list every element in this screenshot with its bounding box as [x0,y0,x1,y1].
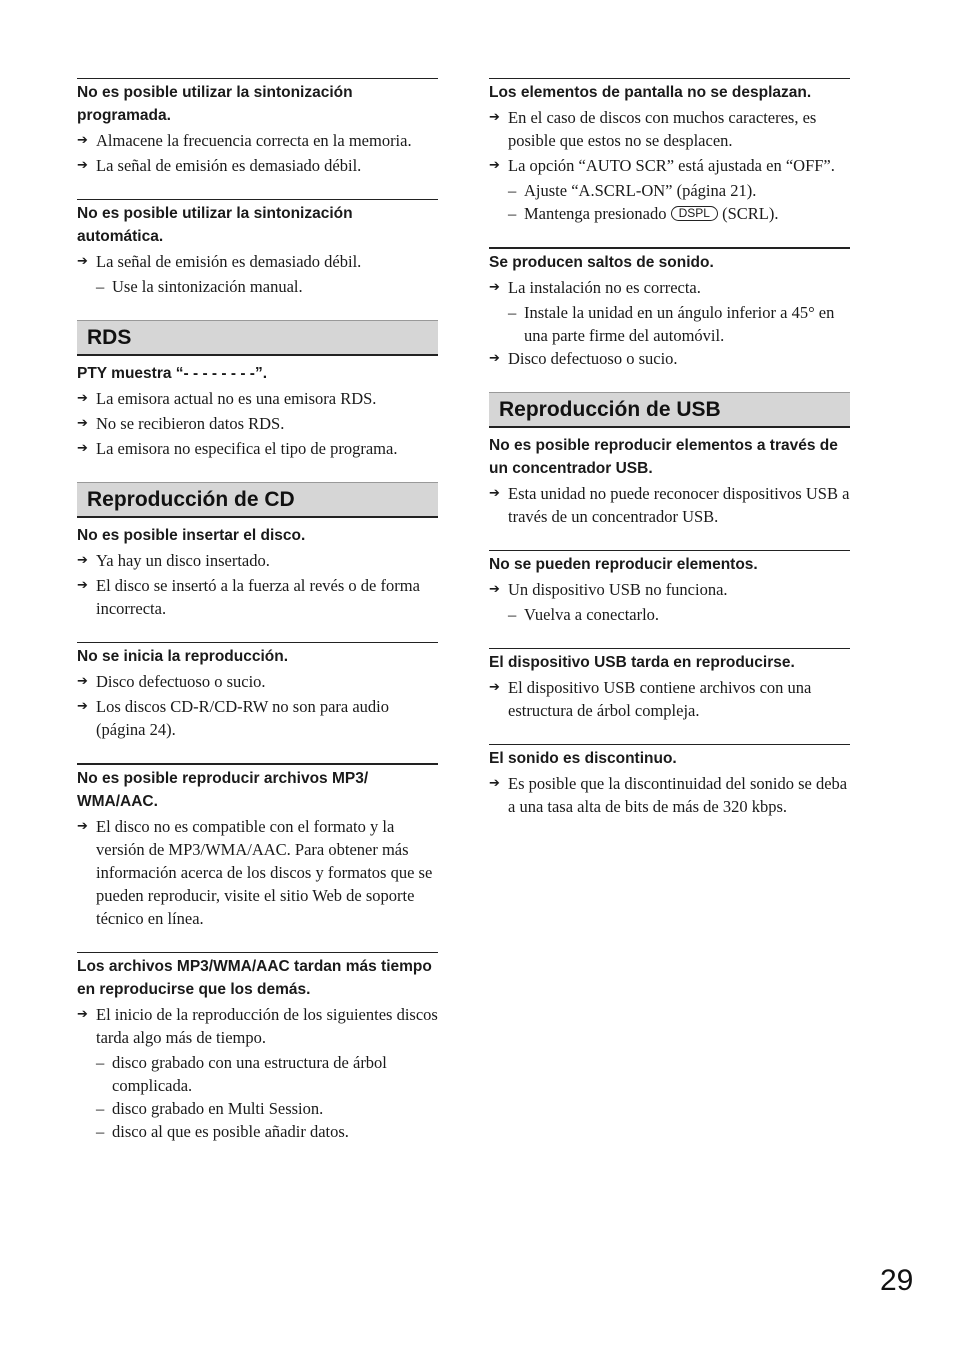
arrow-right-icon: ➔ [77,553,88,568]
troubleshoot-entry [489,550,850,626]
sub-item: – Mantenga presionado DSPL (SCRL). [508,204,779,223]
arrow-right-icon: ➔ [77,391,88,406]
arrow-right-icon: ➔ [489,776,500,791]
arrow-right-icon: ➔ [77,1007,88,1022]
arrow-right-icon: ➔ [77,578,88,593]
arrow-right-icon: ➔ [489,280,500,295]
arrow-right-icon: ➔ [77,441,88,456]
sub-item: – Ajuste “A.SCRL-ON” (página 21). [508,181,757,200]
troubleshoot-entry [489,648,850,722]
problem-heading: No es posible reproducir archivos MP3/ WMA/AAC. [77,770,369,810]
section-header-usb [489,392,850,428]
problem-heading: No se inicia la reproducción. [77,648,289,665]
dash-bullet: – [96,1053,105,1072]
solution-item: ➔ No se recibieron datos RDS. [77,414,285,433]
sub-item: – Vuelva a conectarlo. [508,605,660,624]
section-title: Reproducción de CD [87,488,295,511]
problem-heading: El sonido es discontinuo. [489,750,677,767]
section-title: RDS [87,326,132,349]
problem-heading: No se pueden reproducir elementos. [489,556,758,573]
troubleshoot-entry [77,356,438,460]
solution-item: ➔ La emisora no especifica el tipo de programa. [77,439,398,458]
solution-item: ➔ Un dispositivo USB no funciona. [489,580,728,599]
troubleshoot-entry [489,78,850,225]
sub-item: – disco al que es posible añadir datos. [96,1122,349,1141]
arrow-right-icon: ➔ [77,254,88,269]
arrow-right-icon: ➔ [489,158,500,173]
problem-heading: PTY muestra “- - - - - - - -”. [77,365,268,382]
troubleshoot-entry [77,199,438,298]
solution-item: ➔ La opción “AUTO SCR” está ajustada en “OFF”. [489,156,835,175]
solution-item: ➔ Esta unidad no puede reconocer dispositivos USB a través de un concentrador USB. [489,484,850,526]
solution-item: ➔ La señal de emisión es demasiado débil. [77,252,362,271]
section-header-cd [77,482,438,518]
problem-heading: No es posible insertar el disco. [77,527,306,544]
problem-heading: Se producen saltos de sonido. [489,254,714,271]
problem-heading: No es posible utilizar la sintonización automática. [77,205,353,245]
section-header-rds [77,320,438,356]
solution-item: ➔ Ya hay un disco insertado. [77,551,270,570]
solution-item: ➔ El disco no es compatible con el formato y la versión de MP3/WMA/AAC. Para obtener más información acerca de los discos y formatos que se pueden reproducir, visite el sitio Web de soporte técnico en línea. [77,817,433,928]
dash-bullet: – [508,181,517,200]
dash-bullet: – [508,303,517,322]
arrow-right-icon: ➔ [77,133,88,148]
dash-bullet: – [96,1099,105,1118]
troubleshoot-entry [77,642,438,741]
page-number: 29 [880,1264,914,1297]
left-column [77,78,438,1165]
problem-heading: No es posible utilizar la sintonización programada. [77,84,353,124]
solution-item: ➔ Es posible que la discontinuidad del sonido se deba a una tasa alta de bits de más de 320 kbps. [489,774,848,816]
arrow-right-icon: ➔ [489,582,500,597]
arrow-right-icon: ➔ [77,674,88,689]
troubleshoot-entry [77,763,438,930]
problem-heading: Los archivos MP3/WMA/AAC tardan más tiempo en reproducirse que los demás. [77,958,432,998]
solution-item: ➔ El disco se insertó a la fuerza al revés o de forma incorrecta. [77,576,420,618]
sub-item: – disco grabado con una estructura de árbol complicada. [96,1053,387,1095]
solution-item: ➔ Los discos CD-R/CD-RW no son para audio (página 24). [77,697,390,739]
dash-bullet: – [96,277,105,296]
problem-heading: El dispositivo USB tarda en reproducirse. [489,654,795,671]
troubleshoot-entry [77,952,438,1143]
sub-item: – Use la sintonización manual. [96,277,303,296]
dspl-button-label: DSPL [671,206,718,221]
problem-heading: No es posible reproducir elementos a través de un concentrador USB. [489,437,838,477]
solution-item: ➔ La señal de emisión es demasiado débil. [77,156,362,175]
sub-item: – disco grabado en Multi Session. [96,1099,324,1118]
arrow-right-icon: ➔ [489,351,500,366]
solution-item: ➔ Disco defectuoso o sucio. [77,672,266,691]
solution-item: ➔ El inicio de la reproducción de los siguientes discos tarda algo más de tiempo. [77,1005,438,1047]
troubleshoot-entry [489,744,850,818]
solution-item: ➔ La emisora actual no es una emisora RDS. [77,389,377,408]
troubleshoot-entry [77,78,438,177]
section-title: Reproducción de USB [499,398,721,421]
solution-item: ➔ La instalación no es correcta. [489,278,701,297]
troubleshoot-entry [77,518,438,620]
sub-item: – Instale la unidad en un ángulo inferior a 45° en una parte firme del automóvil. [508,303,835,345]
arrow-right-icon: ➔ [77,819,88,834]
dash-bullet: – [508,204,517,223]
arrow-right-icon: ➔ [489,110,500,125]
solution-item: ➔ El dispositivo USB contiene archivos con una estructura de árbol compleja. [489,678,812,720]
dash-bullet: – [96,1122,105,1141]
solution-item: ➔ Almacene la frecuencia correcta en la memoria. [77,131,412,150]
problem-heading: Los elementos de pantalla no se desplazan. [489,84,812,101]
right-column [489,78,850,840]
arrow-right-icon: ➔ [77,158,88,173]
solution-item: ➔ En el caso de discos con muchos caracteres, es posible que estos no se desplacen. [489,108,817,150]
troubleshoot-entry [489,247,850,370]
solution-item: ➔ Disco defectuoso o sucio. [489,349,678,368]
arrow-right-icon: ➔ [489,486,500,501]
troubleshoot-entry [489,428,850,528]
arrow-right-icon: ➔ [77,699,88,714]
arrow-right-icon: ➔ [77,416,88,431]
dash-bullet: – [508,605,517,624]
arrow-right-icon: ➔ [489,680,500,695]
